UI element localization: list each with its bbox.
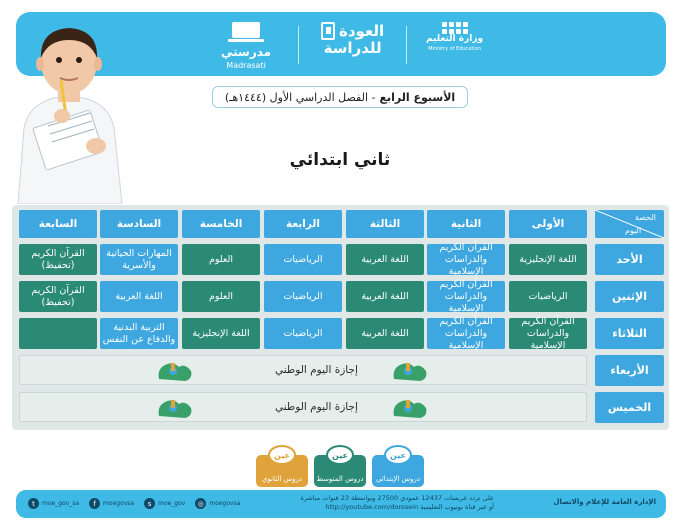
national-day-logo-icon xyxy=(155,396,195,420)
holiday-row xyxy=(19,355,587,385)
subject-cell: اللغة الإنجليزية xyxy=(509,244,587,275)
day-label: الخميس xyxy=(595,392,664,423)
subject-cell: القرآن الكريم والدراسات الإسلامية xyxy=(427,244,505,275)
ein-logo-icon: عين xyxy=(326,445,354,465)
schedule-table xyxy=(12,205,669,430)
page-title: ثاني ابتدائي xyxy=(289,150,391,170)
ein-logo-icon: عين xyxy=(268,445,296,465)
subject-cell: الرياضيات xyxy=(509,281,587,312)
corner-cell xyxy=(595,210,664,238)
subject-cell: اللغة العربية xyxy=(100,281,178,312)
social-handle: moe_gov xyxy=(158,500,186,507)
subject-cell: القرآن الكريم (تحفيظ) xyxy=(19,244,97,275)
footer-org: الإدارة العامة للإعلام والاتصال xyxy=(553,498,656,506)
back-to-school-logo xyxy=(321,22,384,57)
subject-cell: التربية البدنية والدفاع عن النفس xyxy=(100,318,178,349)
madrasati-logo xyxy=(221,22,271,71)
social-link[interactable] xyxy=(144,498,185,509)
broadcast-note xyxy=(274,494,494,512)
subject-cell: اللغة العربية xyxy=(346,244,424,275)
subject-cell: اللغة العربية xyxy=(346,318,424,349)
corner-day-label: اليوم xyxy=(625,226,642,235)
footer-bar xyxy=(16,490,666,518)
twitter-icon: t xyxy=(28,498,39,509)
facebook-icon: f xyxy=(89,498,100,509)
holiday-row xyxy=(19,392,587,422)
holiday-label: إجازة اليوم الوطني xyxy=(275,364,358,376)
moe-title: وزارة التعليم xyxy=(426,34,484,44)
madrasati-subtitle: Madrasati xyxy=(226,61,266,70)
national-day-logo-icon xyxy=(155,359,195,383)
moe-dots-icon xyxy=(442,22,468,34)
social-handle: moegovsa xyxy=(103,500,135,507)
period-header: الخامسة xyxy=(182,210,260,238)
period-header: السادسة xyxy=(100,210,178,238)
ein-logo-icon: عين xyxy=(384,445,412,465)
day-label: الثلاثاء xyxy=(595,318,664,349)
social-handle: moe_gov_sa xyxy=(42,500,80,507)
subject-cell: الرياضيات xyxy=(264,281,342,312)
channel-label: دروس الإبتدائي xyxy=(375,475,421,483)
laptop-icon xyxy=(232,22,260,38)
back-title-2: للدراسة xyxy=(323,39,382,57)
national-day-logo-icon xyxy=(390,396,430,420)
corner-period-label: الحصة xyxy=(634,213,656,222)
subject-cell: العلوم xyxy=(182,281,260,312)
period-header: الأولى xyxy=(509,210,587,238)
madrasati-title: مدرستي xyxy=(221,45,272,59)
social-link[interactable] xyxy=(89,498,134,509)
moe-subtitle: Ministry of Education xyxy=(428,46,481,52)
term-label: - الفصل الدراسي الأول (١٤٤٤هـ) xyxy=(224,90,376,104)
book-icon xyxy=(321,22,335,40)
channel-middle xyxy=(314,450,366,487)
period-header: الثانية xyxy=(427,210,505,238)
subject-cell: العلوم xyxy=(182,244,260,275)
subject-cell: القرآن الكريم والدراسات الإسلامية xyxy=(427,281,505,312)
social-link[interactable] xyxy=(195,498,240,509)
subject-cell: المهارات الحياتية والأسرية xyxy=(100,244,178,275)
period-header: الرابعة xyxy=(264,210,342,238)
channel-secondary xyxy=(256,450,308,487)
day-label: الأربعاء xyxy=(595,355,664,386)
subject-cell: اللغة الإنجليزية xyxy=(182,318,260,349)
holiday-label: إجازة اليوم الوطني xyxy=(275,401,358,413)
social-link[interactable] xyxy=(28,498,79,509)
header-divider xyxy=(406,26,407,64)
social-handle: moegovsa xyxy=(209,500,241,507)
broadcast-note-line: أو عبر قناة يوتيوب التعليمية http://youtube.com/dorosein xyxy=(325,503,494,511)
subject-cell: القرآن الكريم والدراسات الإسلامية xyxy=(509,318,587,349)
week-banner xyxy=(212,86,468,108)
period-header: السابعة xyxy=(19,210,97,238)
moe-logo xyxy=(426,22,483,54)
day-label: الإثنين xyxy=(595,281,664,312)
week-label: الأسبوع الرابع xyxy=(379,90,456,104)
subject-cell-empty xyxy=(19,318,97,349)
subject-cell: اللغة العربية xyxy=(346,281,424,312)
broadcast-note-line: على تردد عربسات 12437 عمودي 27500 وبواسطة 23 قنوات مباشرة xyxy=(300,494,494,502)
subject-cell: الرياضيات xyxy=(264,244,342,275)
social-links xyxy=(28,498,240,509)
header-divider xyxy=(298,26,299,64)
channel-label: دروس المتوسط xyxy=(316,475,364,483)
student-illustration xyxy=(10,18,128,204)
day-label: الأحد xyxy=(595,244,664,275)
subject-cell: القرآن الكريم (تحفيظ) xyxy=(19,281,97,312)
subject-cell: القرآن الكريم والدراسات الإسلامية xyxy=(427,318,505,349)
channel-label: دروس الثانوي xyxy=(262,475,303,483)
channel-elementary xyxy=(372,450,424,487)
back-title-1: العودة xyxy=(339,21,385,40)
period-header: الثالثة xyxy=(346,210,424,238)
web-icon: ◎ xyxy=(195,498,206,509)
national-day-logo-icon xyxy=(390,359,430,383)
snapchat-icon: s xyxy=(144,498,155,509)
subject-cell: الرياضيات xyxy=(264,318,342,349)
